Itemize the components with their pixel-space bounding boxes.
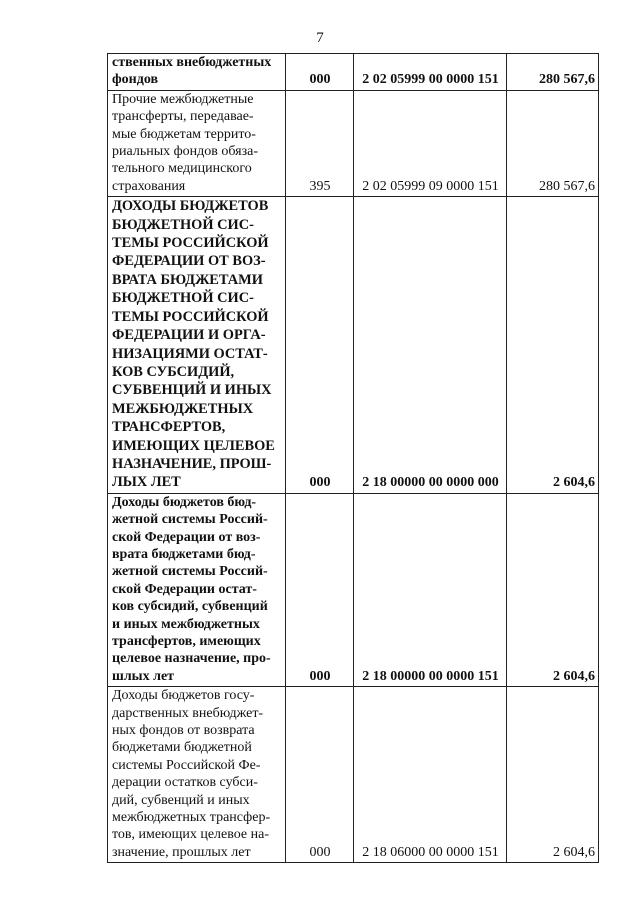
table-row (108, 197, 599, 494)
admin-code-cell: 000 (286, 687, 354, 863)
amount-cell: 280 567,6 (507, 54, 599, 91)
classification-code-cell: 2 18 06000 00 0000 151 (354, 687, 507, 863)
admin-code-cell: 395 (286, 90, 354, 196)
income-name-cell: ственных внебюджетных фондов (108, 54, 286, 91)
amount-cell: 2 604,6 (507, 197, 599, 494)
table-row (108, 687, 599, 863)
table-row (108, 54, 599, 91)
admin-code-cell: 000 (286, 197, 354, 494)
amount-cell: 2 604,6 (507, 493, 599, 686)
income-name-cell: Доходы бюджетов госу- дарственных внебюджет- ных фондов от возврата бюджетами бюджетной системы Российской Фе- дерации остатков субси- дий, субвенций и иных межбюджетных трансфер- тов, имеющих целевое на- значение, прошлых лет (108, 687, 286, 863)
income-name-cell: ДОХОДЫ БЮДЖЕТОВ БЮДЖЕТНОЙ СИС- ТЕМЫ РОССИЙСКОЙ ФЕДЕРАЦИИ ОТ ВОЗ- ВРАТА БЮДЖЕТАМИ БЮДЖЕТНОЙ СИС- ТЕМЫ РОССИЙСКОЙ ФЕДЕРАЦИИ И ОРГА- НИЗАЦИЯМИ ОСТАТ- КОВ СУБСИДИЙ, СУБВЕНЦИЙ И ИНЫХ МЕЖБЮДЖЕТНЫХ ТРАНСФЕРТОВ, ИМЕЮЩИХ ЦЕЛЕВОЕ НАЗНАЧЕНИЕ, ПРОШ- ЛЫХ ЛЕТ (108, 197, 286, 494)
classification-code-cell: 2 02 05999 09 0000 151 (354, 90, 507, 196)
classification-code-cell: 2 18 00000 00 0000 000 (354, 197, 507, 494)
income-name-cell: Доходы бюджетов бюд- жетной системы Россий- ской Федерации от воз- врата бюджетами бюд- жетной системы Россий- ской Федерации остат- ков субсидий, субвенций и иных межбюджетных трансфертов, имеющих целевое назначение, про- шлых лет (108, 493, 286, 686)
budget-table (107, 53, 599, 863)
table-row (108, 493, 599, 686)
amount-cell: 2 604,6 (507, 687, 599, 863)
admin-code-cell: 000 (286, 54, 354, 91)
classification-code-cell: 2 02 05999 00 0000 151 (354, 54, 507, 91)
table-row (108, 90, 599, 196)
amount-cell: 280 567,6 (507, 90, 599, 196)
page-number: 7 (316, 30, 324, 46)
admin-code-cell: 000 (286, 493, 354, 686)
income-name-cell: Прочие межбюджетные трансферты, передавае- мые бюджетам террито- риальных фондов обяза- тельного медицинского страхования (108, 90, 286, 196)
classification-code-cell: 2 18 00000 00 0000 151 (354, 493, 507, 686)
